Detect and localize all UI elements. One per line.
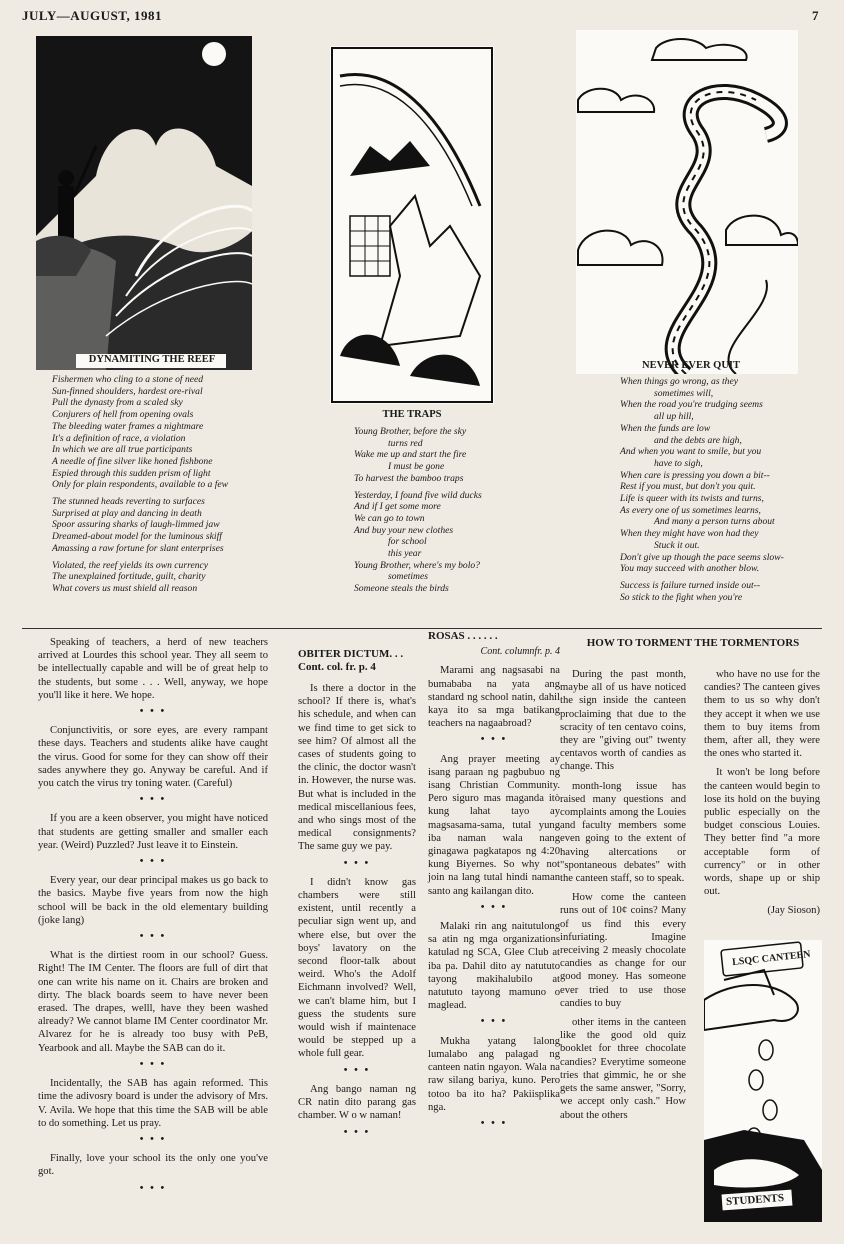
poem-line: Violated, the reef yields its own currency bbox=[52, 559, 209, 571]
poem-line: So stick to the fight when you're bbox=[620, 591, 743, 603]
separator-dots: • • • bbox=[139, 856, 167, 868]
poem-title: DYNAMITING THE REEF bbox=[88, 354, 216, 365]
obiter-dictum-title: OBITER DICTUM. . . bbox=[298, 648, 404, 660]
poem-line: And many a person turns about bbox=[654, 516, 775, 528]
poem-line: As every one of us sometimes learns, bbox=[620, 504, 761, 516]
column-paragraph: Ang prayer meeting ay isang paraan ng pagbubuo ng isang Christian Community. Pero siguro mas maganda itò kung lahat tayo ay magsasama-sama, tutal yung iba naman wala nang ginagawa pagkatapos ng 4:20 kung Biyernes. So why not join na lang tutal hindi naman santo ang kailangan dito. bbox=[428, 753, 560, 897]
column-paragraph: Marami ang nagsasabi na bumababa na yata ang standard ng school natin, dahil kaya ito sa mga batikang teachers na nagaabroad? bbox=[428, 665, 560, 730]
byline: (Jay Sioson) bbox=[767, 905, 820, 917]
canteen-sign: LSQC CANTEEN bbox=[731, 948, 812, 969]
column-paragraph: Finally, love your school its the only one you've got. bbox=[38, 1153, 268, 1178]
obiter-dictum-body bbox=[298, 682, 416, 1139]
poem-line: Yesterday, I found five wild ducks bbox=[354, 489, 482, 501]
canteen-cartoon-drawing bbox=[704, 940, 822, 1222]
canteen-column-a bbox=[560, 668, 686, 1128]
separator-dots: • • • bbox=[139, 1133, 167, 1145]
poem-line: The unexplained fortitude, guilt, charity bbox=[52, 571, 206, 583]
poem-line: The bleeding water frames a nightmare bbox=[52, 420, 204, 432]
poem-line: this year bbox=[388, 548, 422, 560]
column-paragraph: What is the dirtiest room in our school? Guess. Right! The IM Center. The floors are full of dirt that one can write his name on it. Chairs are broken and dirty. The black boards seem to have never been erased. The drapes, welll, have they been washed already? We cannot blame IM Center coordinator Mr. Alvarez for he is already too busy with PeB, Yearbook and all. Maybe the SAB can do it. bbox=[38, 950, 268, 1054]
separator-dots: • • • bbox=[343, 1064, 371, 1076]
winding-road-drawing bbox=[576, 30, 798, 374]
poem-line: The stunned heads reverting to surfaces bbox=[52, 496, 205, 508]
poem-line: for school bbox=[388, 536, 427, 548]
poem-line: When the funds are low bbox=[620, 422, 711, 434]
poem-line: Rest if you must, but don't you quit. bbox=[620, 481, 756, 493]
poem-title: NEVER EVER QUIT bbox=[641, 360, 741, 371]
traps-figure-drawing bbox=[330, 46, 494, 404]
reef-fisherman-drawing bbox=[36, 36, 252, 370]
students-label: STUDENTS bbox=[725, 1191, 785, 1209]
poem-line: Pull the dynasty from a scaled sky bbox=[52, 397, 183, 409]
canteen-column-b bbox=[704, 668, 820, 918]
poem-dynamiting-the-reef bbox=[52, 374, 228, 595]
poem-line: have to sigh, bbox=[654, 457, 703, 469]
poem-line: sometimes will, bbox=[654, 387, 714, 399]
column-obiter-dictum bbox=[298, 648, 416, 1145]
section-divider bbox=[22, 628, 822, 629]
canteen-paragraph: It won't be long before the canteen would begin to lose its hold on the buying public especially on the budget conscious Louies. They better find "a more acceptable form of currency" or in other words, shape up or ship out. bbox=[704, 767, 820, 898]
separator-dots: • • • bbox=[139, 794, 167, 806]
poem-line: It's a definition of race, a violation bbox=[52, 432, 186, 444]
poem-line: When things go wrong, as they bbox=[620, 376, 738, 387]
poem-line: Only for plain respondents, available to a few bbox=[52, 479, 229, 491]
poem-line: and the debts are high, bbox=[654, 434, 742, 446]
separator-dots: • • • bbox=[480, 1117, 508, 1129]
poem-line: Dreamed-about model for the luminous skiff bbox=[52, 531, 222, 543]
column-paragraph: Speaking of teachers, a herd of new teachers arrived at Lourdes this school year. They all seem to be intellectually capable and will be of great help to the students, but some . . . Well, anyway, we hope you'll like it here. We hope. bbox=[38, 637, 268, 701]
separator-dots: • • • bbox=[343, 857, 371, 869]
poem-line: A needle of fine silver like honed fishbone bbox=[52, 455, 213, 467]
poem-line: And if I get some more bbox=[354, 501, 441, 513]
separator-dots: • • • bbox=[343, 1126, 371, 1138]
poem-line: Life is queer with its twists and turns, bbox=[620, 493, 764, 505]
poem-line: What covers us must shield all reason bbox=[52, 582, 198, 594]
road-illustration bbox=[576, 30, 798, 374]
page-number: 7 bbox=[812, 8, 819, 23]
column-paragraph: Mukha yatang lalong lumalabo ang palagad ng canteen natin ngayon. Wala na raw silang bariya, kuno. Pero totoo ba ito ha? Pakiisplika nga. bbox=[428, 1035, 560, 1113]
canteen-paragraph: month-long issue has raised many questions and complaints among the Louies and faculty members some even going to the extent of having altercations or "spontaneous debates" with the canteen staff, so to speak. bbox=[560, 780, 686, 885]
column-paragraph: Incidentally, the SAB has again reformed. This time the adivosry board is under the advisory of Mrs. V. Avila. We hope that this time the SAB will be able to do something. Let us pray. bbox=[38, 1078, 268, 1129]
column-paragraph: Every year, our dear principal makes us go back to the basics. Maybe five years from now the high school will be back in the old elementary building (joke lang) bbox=[38, 875, 268, 926]
traps-illustration bbox=[330, 46, 494, 404]
poem-line: Young Brother, where's my bolo? bbox=[354, 559, 480, 571]
canteen-paragraph: How come the canteen runs out of 10¢ coins? Many of us find this every infuriating. Imagine receiving 2 measly chocolate candies as change for our good money. Has someone ever tried to use those candies to buy bbox=[560, 892, 686, 1009]
poem-line: And when you want to smile, but you bbox=[620, 446, 762, 458]
poem-line: all up hill, bbox=[654, 411, 694, 423]
canteen-paragraph: who have no use for the candies? The canteen gives them to us so why don't they accept it when we use them to buy items from them, after all, they were the ones who started it. bbox=[704, 669, 820, 760]
poem-line: Spoor assuring sharks of laugh-limmed jaw bbox=[52, 519, 220, 531]
poem-line: You may succeed with another blow. bbox=[620, 563, 760, 575]
canteen-cartoon bbox=[704, 940, 822, 1222]
separator-dots: • • • bbox=[480, 734, 508, 746]
poem-line: Surprised at play and dancing in death bbox=[52, 507, 202, 519]
separator-dots: • • • bbox=[139, 1182, 167, 1194]
column-paragraph: I didn't know gas chambers were still existent, until recently a peculiar sign went up, and where else, but over the boys' lavatory on the second floor-talk about weird. Who's the Adolf Eichmann involved? Well, we can't blame him, but I guess the students sure would wish if maintenace would be stepped up a whole full gear. bbox=[298, 876, 416, 1060]
column-paragraph: Malaki rin ang naitutulong sa atin ng mga organizations katulad ng SCA, Glee Club at iba pa. Dahil dito ay natututo tayong makihalubilo at natututo tayong mamuno o maglead. bbox=[428, 921, 560, 1012]
column-gossip bbox=[38, 636, 268, 1201]
canteen-paragraph: other items in the canteen like the good old quiz booklet for three chocolate candies? Everytime someone tries that gimmic, he or she gets the same answer, "Sorry, we accept only cash." How about the others bbox=[560, 1017, 686, 1121]
poem-line: Conjurers of hell from opening ovals bbox=[52, 409, 194, 421]
poem-line: turns red bbox=[388, 437, 423, 449]
separator-dots: • • • bbox=[480, 1016, 508, 1028]
poem-line: Amassing a raw fortune for slant enterprises bbox=[52, 542, 224, 554]
poem-line: Young Brother, before the sky bbox=[354, 426, 467, 437]
column-paragraph: If you are a keen observer, you might have noticed that students are getting smaller and smaller each year. (Weird) Puzzled? Just leave it to Einstein. bbox=[38, 813, 268, 851]
poem-line: In which we are all true participants bbox=[52, 444, 193, 456]
column-title bbox=[298, 648, 416, 674]
separator-dots: • • • bbox=[480, 901, 508, 913]
column-paragraph: Is there a doctor in the school? If there is, what's his schedule, and when can we find time to get sick to see him? Of almost all the cases of students going to the clinic, the doctor wasn't in. However, the nurse was. But what is included in the medical miscellanious fees, and who sings most of the medical consignments? The same guy we pay. bbox=[298, 683, 416, 853]
poem-line: When they might have won had they bbox=[620, 528, 759, 540]
issue-date: JULY—AUGUST, 1981 bbox=[22, 8, 162, 23]
separator-dots: • • • bbox=[139, 931, 167, 943]
poem-the-traps bbox=[354, 426, 482, 595]
column-paragraph: Conjunctivitis, or sore eyes, are every rampant these days. Teachers and students alike have caught the virus. Good for some for they can show off their sades anywhere they go. Anyway be careful. And if you catch the virus try toning water. (Careful) bbox=[38, 725, 268, 790]
poem-line: Sun-finned shoulders, hardest ore-rival bbox=[52, 385, 203, 397]
poem-line: I must be gone bbox=[388, 461, 445, 473]
canteen-paragraph: During the past month, maybe all of us have noticed the sign inside the canteen proclaiming that due to the scracity of ten centavo coins, they are "giving out" twenty centavos worth of candies as change. This bbox=[560, 669, 686, 773]
poem-title: THE TRAPS bbox=[382, 409, 442, 420]
poem-line: Don't give up though the pace seems slow- bbox=[620, 551, 784, 563]
poem-line: sometimes bbox=[388, 571, 428, 583]
separator-dots: • • • bbox=[139, 706, 167, 718]
poem-line: To harvest the bamboo traps bbox=[354, 472, 464, 484]
separator-dots: • • • bbox=[139, 1058, 167, 1070]
poem-line: Stuck it out. bbox=[654, 539, 700, 551]
poem-line: Wake me up and start the fire bbox=[354, 449, 467, 461]
poem-line: We can go to town bbox=[354, 512, 425, 524]
reef-illustration bbox=[36, 36, 252, 370]
poem-line: When care is pressing you down a bit-- bbox=[620, 469, 770, 481]
poem-line: Someone steals the birds bbox=[354, 583, 449, 595]
rosas-subtitle: Cont. columnfr. p. 4 bbox=[480, 646, 560, 658]
poem-line: And buy your new clothes bbox=[354, 524, 454, 536]
column-paragraph: Ang bango naman ng CR natin dito parang gas chamber. W o w naman! bbox=[298, 1083, 416, 1122]
poem-never-ever-quit bbox=[620, 376, 784, 603]
column-rosas bbox=[428, 630, 560, 1136]
poem-line: Espied through this sudden prism of light bbox=[52, 467, 211, 479]
obiter-dictum-subtitle: Cont. col. fr. p. 4 bbox=[298, 661, 376, 673]
poem-line: Fishermen who cling to a stone of need bbox=[52, 374, 204, 385]
canteen-article-title: HOW TO TORMENT THE TORMENTORS bbox=[586, 637, 800, 649]
poem-line: When the road you're trudging seems bbox=[620, 399, 763, 411]
poem-line: Success is failure turned inside out-- bbox=[620, 579, 761, 591]
rosas-title: ROSAS . . . . . . bbox=[428, 630, 498, 642]
rosas-body bbox=[428, 664, 560, 1130]
